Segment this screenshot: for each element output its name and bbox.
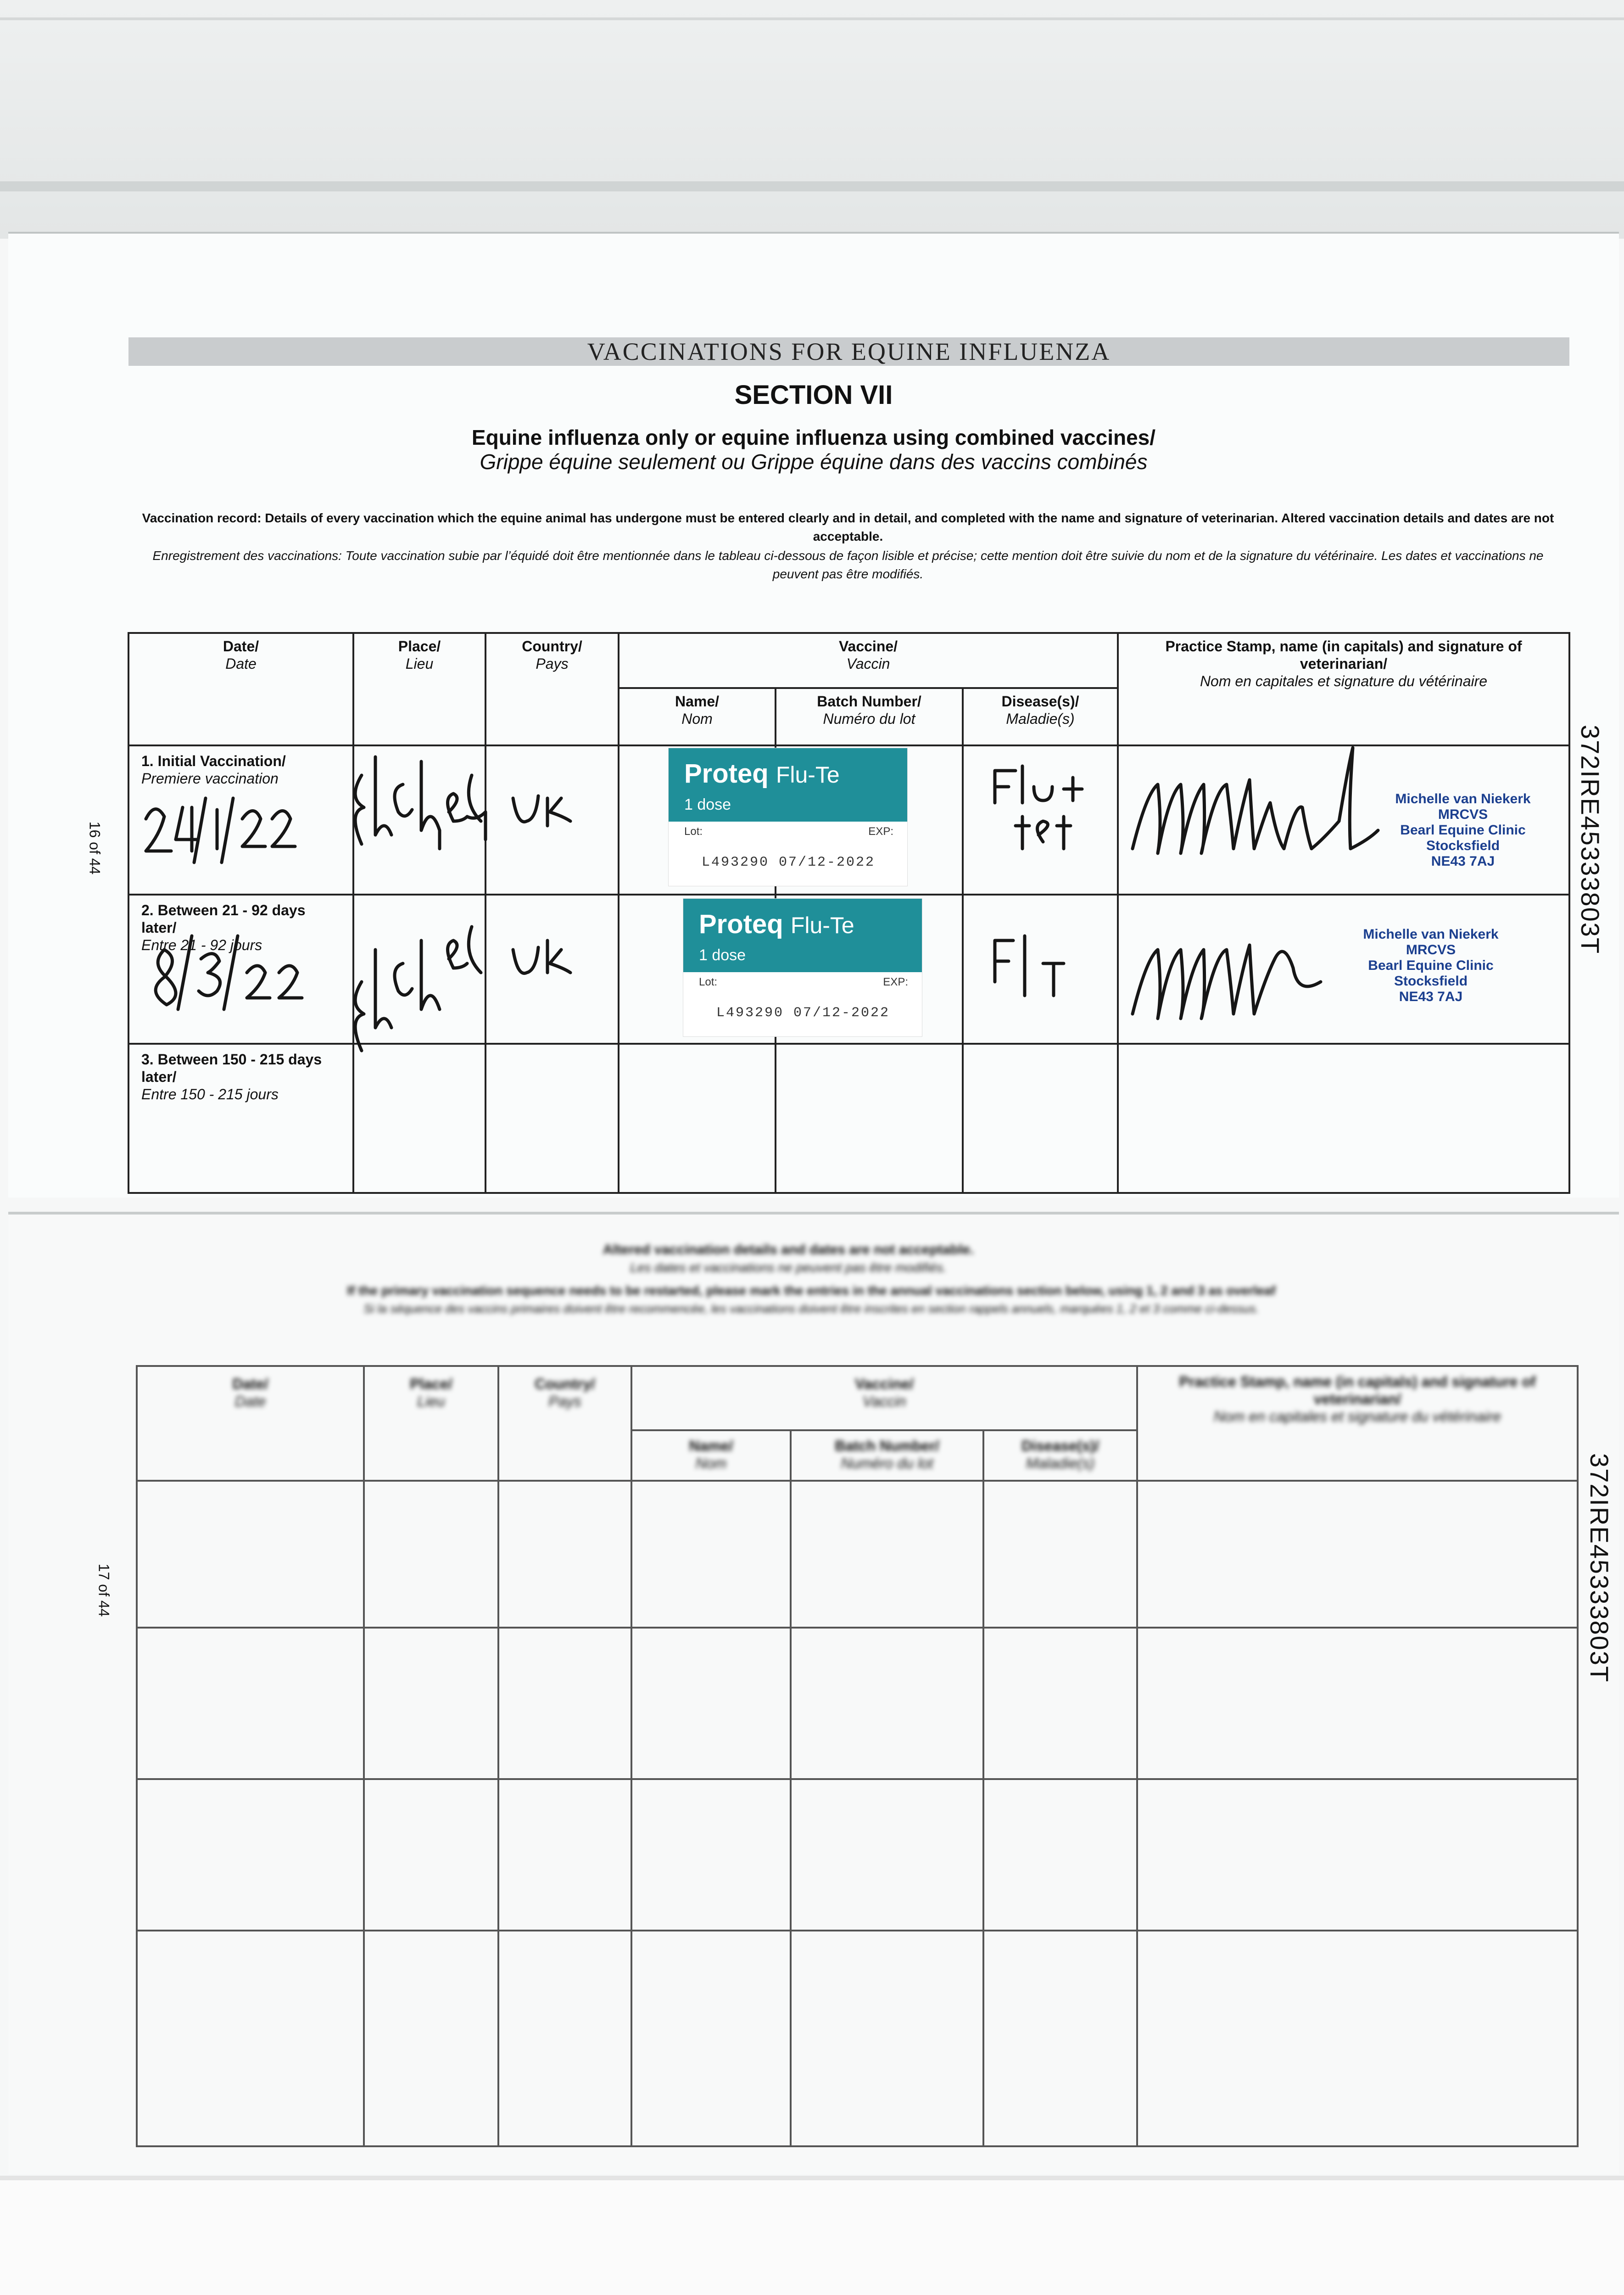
subtitle-french: Grippe équine seulement ou Grippe équine dans des vaccins combinés <box>480 450 1148 474</box>
practice-stamp-2: Michelle van Niekerk MRCVS Bearl Equine Clinic Stocksfield NE43 7AJ <box>1363 927 1499 1004</box>
sticker-brand: Proteq Flu-Te <box>684 759 840 789</box>
signature-1 <box>1133 748 1378 853</box>
vaccination-table-grid-page17 <box>8 1215 1619 2178</box>
page-number: 17 of 44 <box>95 1563 112 1617</box>
header-vaccine-name: Name/ Nom <box>675 693 720 727</box>
handwritten-disease-1 <box>995 766 1082 849</box>
sticker-brand: Proteq Flu-Te <box>699 909 854 939</box>
section-banner: VACCINATIONS FOR EQUINE INFLUENZA <box>128 337 1569 366</box>
scan-edge <box>0 17 1624 20</box>
header-batch-number: Batch Number/ Numéro du lot <box>817 693 921 727</box>
header-diseases: Disease(s)/ Maladie(s) <box>1021 1438 1099 1472</box>
sticker-lot-label: Lot: <box>699 976 718 988</box>
passport-side-id: 372IRE45333803T <box>1576 725 1605 955</box>
instructions-french: Enregistrement des vaccinations: Toute vaccination subie par l’équidé doit être mentionnée dans le tableau ci-dessous de façon lisible et précise; cette mention doit être suivie du nom et de la signature du vétérinaire. Les dates et vaccinations ne peuvent pas être modifiés. <box>152 549 1544 581</box>
practice-stamp-1: Michelle van Niekerk MRCVS Bearl Equine Clinic Stocksfield NE43 7AJ <box>1395 791 1531 869</box>
passport-page-16 <box>8 232 1619 1198</box>
instructions-english: Vaccination record: Details of every vaccination which the equine animal has undergone must be entered clearly and in detail, and completed with the name and signature of veterinarian. Altered vaccination details and dates are not acceptable. <box>142 511 1554 543</box>
sleeve-edge <box>0 181 1624 191</box>
sticker-dose: 1 dose <box>684 796 731 813</box>
scan-background <box>0 0 1624 239</box>
handwritten-place-1 <box>355 757 486 849</box>
sticker-batch-code: L493290 07/12-2022 <box>716 1005 890 1021</box>
plastic-sleeve-bottom <box>0 2176 1624 2295</box>
handwritten-disease-2 <box>995 936 1064 996</box>
header-practice-stamp: Practice Stamp, name (in capitals) and signature of veterinarian/ Nom en capitales et signature du vétérinaire <box>1165 638 1522 689</box>
header-date: Date/ Date <box>232 1376 268 1410</box>
header-country: Country/ Pays <box>535 1376 595 1410</box>
header-vaccine: Vaccine/ Vaccin <box>838 638 898 672</box>
passport-side-id: 372IRE45333803T <box>1585 1453 1614 1683</box>
header-country: Country/ Pays <box>522 638 582 672</box>
passport-page-17 <box>8 1212 1619 2174</box>
handwritten-entries <box>8 234 1619 1198</box>
blurred-line-4: Si la séquence des vaccins primaires doivent être recommencée, les vaccinations doivent être inscrites en section rappels annuels, marquées 1, 2 et 3 comme ci-dessus. <box>363 1302 1259 1315</box>
header-place: Place/ Lieu <box>410 1376 452 1410</box>
sticker-lot-label: Lot: <box>684 825 703 838</box>
section-title: SECTION VII <box>734 380 893 410</box>
row-label-third: 3. Between 150 - 215 days later/ Entre 150 - 215 jours <box>141 1051 322 1103</box>
sticker-dose: 1 dose <box>699 946 746 964</box>
sticker-batch-code: L493290 07/12-2022 <box>702 855 876 870</box>
handwritten-date-1 <box>146 798 295 862</box>
signature-2 <box>1133 945 1321 1019</box>
sticker-exp-label: EXP: <box>868 825 893 838</box>
header-batch-number: Batch Number/ Numéro du lot <box>835 1438 939 1472</box>
subtitle-english: Equine influenza only or equine influenza using combined vaccines/ <box>471 425 1156 449</box>
handwritten-country-2 <box>513 940 570 973</box>
handwritten-place-2 <box>355 927 481 1051</box>
page-number: 16 of 44 <box>86 821 103 875</box>
blurred-line-2: Les dates et vaccinations ne peuvent pas être modifiés. <box>630 1260 947 1275</box>
handwritten-country-1 <box>513 796 570 826</box>
sticker-exp-label: EXP: <box>883 976 908 988</box>
handwritten-date-2 <box>156 936 302 1009</box>
header-vaccine: Vaccine/ Vaccin <box>854 1376 914 1410</box>
blurred-line-3: If the primary vaccination sequence needs to be restarted, please mark the entries in the annual vaccinations section below, using 1, 2 and 3 as overleaf <box>347 1283 1276 1298</box>
header-date: Date/ Date <box>223 638 259 672</box>
header-place: Place/ Lieu <box>398 638 441 672</box>
header-vaccine-name: Name/ Nom <box>689 1438 733 1472</box>
header-practice-stamp: Practice Stamp, name (in capitals) and signature of veterinarian/ Nom en capitales et signature du vétérinaire <box>1179 1373 1536 1425</box>
header-diseases: Disease(s)/ Maladie(s) <box>1001 693 1079 727</box>
row-label-second: 2. Between 21 - 92 days later/ Entre 21 - 92 jours <box>141 902 306 953</box>
row-label-initial: 1. Initial Vaccination/ Premiere vaccination <box>141 753 286 787</box>
blurred-line-1: Altered vaccination details and dates are not acceptable. <box>603 1242 974 1257</box>
